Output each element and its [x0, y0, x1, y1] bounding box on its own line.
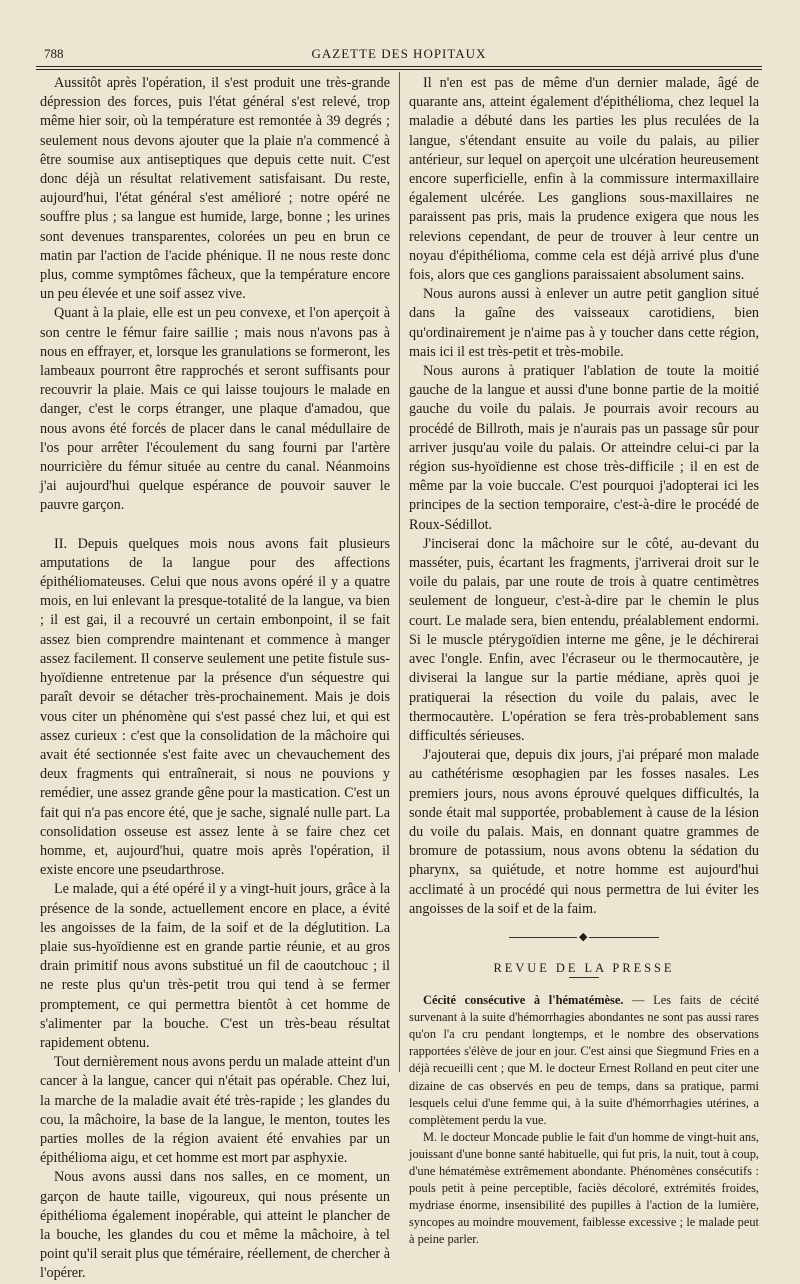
press-entry-text: — Les faits de cécité survenant à la suite d'hémorrhagies abondantes ne sont pas aussi rares qu'on l'a cru pendant longtemps, et le nombre des observations rapportées s'élève de jour en jour. C'est ainsi que Siegmund Fries en a déjà recueilli cent ; que M. le docteur Ernest Rolland en peut citer une dizaine de cas observés en peu de temps, dans sa pratique, parmi lesquels celui d'une femme qui, à la suite d'hémorrhagies utérines, a complètement perdu la vue.	[409, 993, 759, 1127]
revue-de-la-presse	[409, 960, 759, 1249]
paragraph: Nous aurons à pratiquer l'ablation de toute la moitié gauche de la langue et aussi d'une bonne partie de la moitié gauche du voile du palais. Je pourrais avoir recours au procédé de Billroth, mais je n'aurais pas un passage sûr pour arriver jusqu'au voile du palais. Or atteindre celui-ci par la région sus-hyoïdienne est chose très-difficile ; il en est de même par la voie buccale. C'est pourquoi j'adopterai ici les principes de la section temporaire, c'est-à-dire le procédé de Roux-Sédillot.	[409, 363, 759, 533]
column-divider	[399, 72, 400, 1072]
section-title-rule	[569, 977, 599, 978]
paragraph: Tout dernièrement nous avons perdu un malade atteint d'un cancer à la langue, cancer qui n'était pas opérable. Chez lui, la marche de la maladie avait été très-rapide ; les glandes du cou, la mâchoire, la base de la langue, le menton, toutes les parties molles de la région avaient été envahies par un épithélioma aigu, et cet homme est mort par asphyxie.	[40, 1054, 390, 1167]
press-entry-title: Cécité consécutive à l'hématémèse.	[423, 993, 624, 1008]
section-title: REVUE DE LA PRESSE	[493, 960, 675, 975]
paragraph: Nous avons aussi dans nos salles, en ce moment, un garçon de haute taille, vigoureux, qui nous présente un épithélioma également inopérable, qui atteint le plancher de la bouche, les glandes du cou et même la mâchoire, à tel point qu'il serait plus que téméraire, réellement, de chercher à l'opérer.	[40, 1169, 390, 1282]
paragraph: Aussitôt après l'opération, il s'est produit une très-grande dépression des forces, puis l'état général s'est relevé, trop même hier soir, où la température est remontée à 39 degrés ; seulement nous devons ajouter que la plaie n'a commencé à être soumise aux antiseptiques que depuis cette nuit. C'est donc déjà un résultat relativement satisfaisant. Du reste, aujourd'hui, l'état général s'est amélioré ; notre opéré ne souffre plus ; sa langue est humide, large, bonne ; les urines sont devenues transparentes, colorées un peu en brun ce matin par l'action de l'acide phénique. Il ne nous reste donc plus, comme symptômes fâcheux, que la température encore un peu élevée et une soif assez vive.	[40, 75, 390, 303]
paragraph: Il n'en est pas de même d'un dernier malade, âgé de quarante ans, atteint également d'épithélioma, chez lequel la maladie a débuté dans les parties les plus reculées de la langue, s'étendant ensuite au voile du palais, au pilier antérieur, sur lequel on aperçoit une ulcération heureusement encore superficielle, enfin à la commissure intermaxillaire également ulcérée. Les ganglions sous-maxillaires ne paraissent pas pris, mais la prudence exigera que nous les relevions cependant, de peur de trouver à leur centre un noyau d'épithélioma, comme cela est déjà arrivé plus d'une fois, alors que ces ganglions paraissaient absolument sains.	[409, 75, 759, 284]
page-header	[36, 40, 762, 64]
paragraph: Nous aurons aussi à enlever un autre petit ganglion situé dans la gaîne des vaisseaux carotidiens, bien qu'ordinairement je n'aime pas à y toucher dans cette région, mais ici il est très-petit et très-mobile.	[409, 286, 759, 360]
press-entry-text: M. le docteur Moncade publie le fait d'un homme de vingt-huit ans, jouissant d'une bonne santé habituelle, qui fut pris, la nuit, tout à coup, d'une hématémèse extrêmement abondante. Phénomènes consécutifs : pouls petit à peine perceptible, faciès décoloré, extrémités froides, mydriase énorme, insensibilité des pupilles à l'action de la lumière, syncopes au moindre mouvement, faiblesse excessive ; le malade peut à peine parler.	[409, 1129, 759, 1247]
paragraph: J'inciserai donc la mâchoire sur le côté, au-devant du masséter, puis, écartant les fragments, j'arriverai droit sur le voile du palais, par une route de trois à quatre centimètres seulement de longueur, c'est-à-dire par le chemin le plus court. Le malade sera, bien entendu, préalablement endormi. Si le muscle ptérygoïdien interne me gêne, je le déchirerai avec l'ongle. Enfin, avec l'écraseur ou le thermocautère, je diviserai la langue sur la partie médiane, après quoi je pratiquerai la résection du voile du palais, avec le thermocautère. L'opération se fera très-probablement sans difficultés sérieuses.	[409, 535, 759, 744]
press-entry	[409, 1129, 759, 1249]
page-number: 788	[44, 46, 64, 61]
ornament-diamond-icon: ◆	[579, 930, 588, 943]
right-column	[409, 74, 759, 1248]
paragraph: J'ajouterai que, depuis dix jours, j'ai préparé mon malade au cathétérisme œsophagien par les fosses nasales. Les premiers jours, nous avons éprouvé quelques difficultés, la sonde était mal supportée, probablement à cause de la lésion du voile du palais. Mais, en donnant quatre grammes de bromure de potassium, nous avons obtenu la sédation du pharynx, sa quiétude, et notre homme est aujourd'hui acclimaté à un procédé qui nous permettra de lui éviter les angoisses de la soif et de la faim.	[409, 747, 759, 917]
paragraph: Quant à la plaie, elle est un peu convexe, et l'on aperçoit à son centre le fémur faire saillie ; mais nous n'avons pas à nous en effrayer, et, lorsque les granulations se formeront, les lambeaux pourront être rapprochés et seront suffisants pour recouvrir la plaie. Mais ce qui laisse toujours le malade en danger, c'est le corps étranger, une plaque d'amadou, que nous avons été forcés de placer dans le canal médullaire de l'os pour arrêter l'écoulement du sang fourni par l'artère nourricière du fémur située au centre du canal. Néanmoins j'ai aujourd'hui quelque espérance de pouvoir sauver le pauvre garçon.	[40, 305, 390, 514]
section-ornament	[509, 930, 659, 943]
paragraph: Le malade, qui a été opéré il y a vingt-huit jours, grâce à la présence de la sonde, actuellement encore en place, a évité les angoisses de la faim, de la soif et de la déglutition. La plaie sus-hyoïdienne est en grande partie réunie, et au gros drain primitif nous avons substitué un fil de caoutchouc ; il ne reste plus qu'un très-petit trou qui tend à se fermer promptement, ce qui permettra bientôt à cet homme de s'alimenter par la bouche. C'est un très-beau résultat rapidement obtenu.	[40, 881, 390, 1051]
paragraph: II. Depuis quelques mois nous avons fait plusieurs amputations de la langue pour des affections épithéliomateuses. Celui que nous avons opéré il y a quatre mois, en lui enlevant la presque-totalité de la langue, va bien ; il est gai, il a recouvré un certain embonpoint, il se fait assez bien comprendre maintenant et commence à manger assez facilement. Il conserve seulement une petite fistule sus-hyoïdienne entretenue par la présence d'un séquestre qui paraît devoir se détacher très-prochainement. Mais je dois vous citer un phénomène qui s'est passé chez lui, et qui est assez curieux : c'est que la consolidation de la mâchoire qui avait été sectionnée s'est faite avec un chevauchement des deux fragments qui entraînerait, si nous ne pouvions y remédier, une assez grande gêne pour la mastication. C'est un fait qui n'a pas encore été, que je sache, signalé nulle part. La consolidation osseuse est assez lente à se faire chez cet homme, et, aujourd'hui, quatre mois après l'opération, il existe encore une pseudarthrose.	[40, 535, 390, 879]
header-rule	[36, 66, 762, 67]
journal-title: GAZETTE DES HOPITAUX	[311, 46, 487, 61]
left-column	[40, 74, 390, 1284]
press-entry	[409, 992, 759, 1129]
header-rule-thin	[36, 69, 762, 70]
